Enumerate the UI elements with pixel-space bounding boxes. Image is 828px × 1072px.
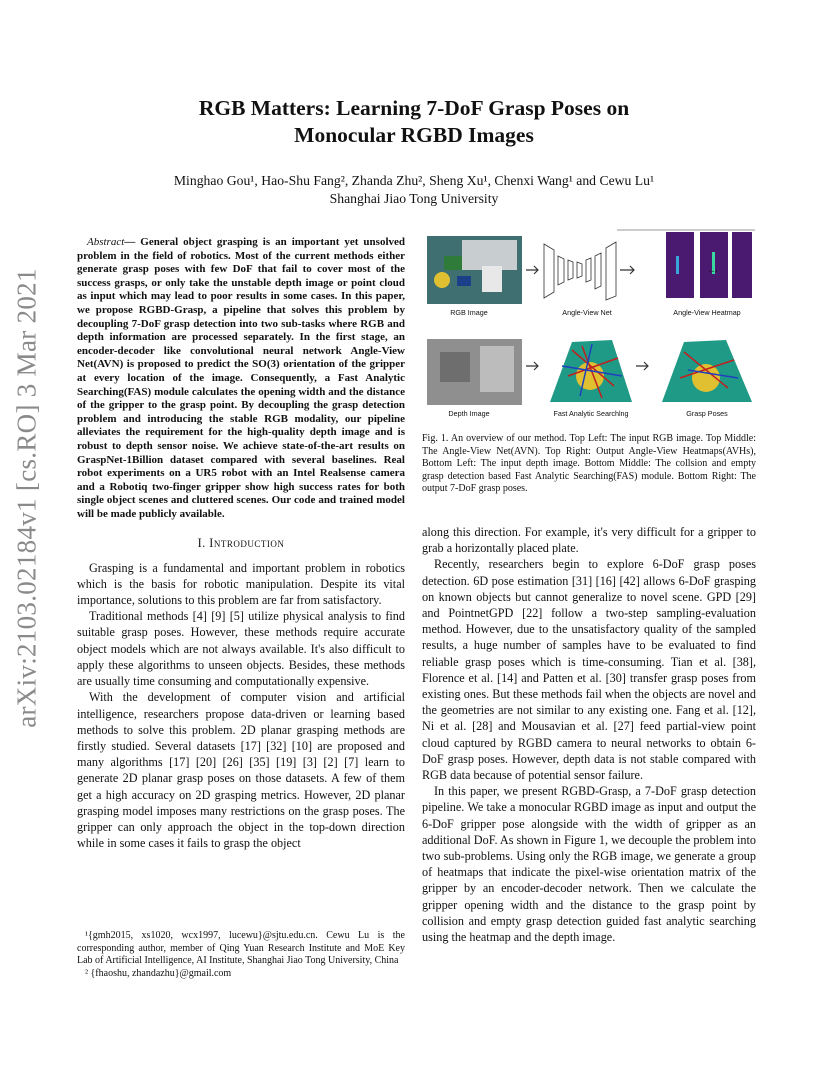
abstract [77,236,405,521]
fas-scene [550,340,632,402]
svg-text:…: … [708,264,718,275]
figure-label-grasp: Grasp Poses [686,409,728,418]
arrow-icon [526,362,538,370]
left-column [77,236,405,851]
affiliation: Shanghai Jiao Tong University [329,191,499,206]
paper-title: RGB Matters: Learning 7-DoF Grasp Poses on Monocular RGBD Images [198,96,630,147]
arrow-icon [636,362,648,370]
abstract-label: Abstract [87,236,125,248]
arrow-icon [620,266,634,274]
figure-label-rgb: RGB Image [450,308,488,317]
right-paragraph-2: Recently, researchers begin to explore 6-DoF grasp poses detection. 6D pose estimation [31] [16] [42] allows 6-DoF grasping on known objects but cannot generalize to novel scene. GPD [29] and PointnetGPD [22] follow a two-step sampling-evaluation method. However, due to the unsatisfactory quality of the sampled results, a huge number of samples have to be evaluated to find reliable grasp poses which is time-consuming. Tian et al. [38], Florence et al. [14] and Patten et al. [30] transfer grasp poses from existing ones. But these methods fail when the objects are novel and the geometries are not similar to any existing one. Fang et al. [12], Ni et al. [28] and Mousavian et al. [27] feed partial-view point cloud captured by RGBD camera to neural networks to obtain 6-DoF grasp poses. However, depth data is not stable compared with RGB data because of potential sensor failure. [422,557,756,783]
grasp-poses-scene [662,340,752,402]
intro-paragraph-2: Traditional methods [4] [9] [5] utilize physical analysis to find suitable grasp poses. However, these methods require accurate object models which are not always available. It's also difficult to apply these algorithms to unseen objects. Besides, these methods are usually time consuming and computationally expensive. [77,609,405,689]
rgb-image-thumbnail [427,236,522,304]
right-paragraph-1: along this direction. For example, it's very difficult for a gripper to grab a horizontally placed plate. [422,525,756,556]
author-block [0,172,828,208]
figure-label-heatmap: Angle-View Heatmap [673,308,741,317]
figure-1-graphic [422,226,756,426]
footnote-2: ² {fhaoshu, zhandazhu}@gmail.com [85,967,232,979]
abstract-text: — General object grasping is an important yet unsolved problem in the field of robotics. Most of the current methods either generate grasp poses with few DoF that fail to cover most of the success grasps, or only take the unstable depth image or point cloud as input which may lead to poor results in some cases. In this paper, we propose RGBD-Grasp, a pipeline that solves this problem by decoupling 7-DoF grasp detection into two sub-tasks where RGB and depth information are processed separately. In the first stage, an encoder-decoder like convolutional neural network Angle-View Net(AVN) is proposed to predict the SO(3) orientation of the gripper at every location of the image. Consequently, a Fast Analytic Searching(FAS) module calculates the opening width and the distance of the gripper to the grasp point. By decoupling the grasp detection problem and introducing the stable RGB modality, our pipeline alleviates the requirement for the high-quality depth image and is robust to depth sensor noise. We achieve state-of-the-art results on GraspNet-1Billion dataset compared with several baselines. Real robot experiments on a UR5 robot with an Intel Realsense camera and a Robotiq two-finger gripper show high success rates for both single object scenes and cluttered scenes. Our code and trained model will be made publicly available. [77,236,405,520]
footnote-1: ¹{gmh2015, xs1020, wcx1997, lucewu}@sjtu.edu.cn. Cewu Lu is the corresponding author, member of Qing Yuan Research Institute and MoE Key Lab of Artificial Intelligence, AI Institute, Shanghai Jiao Tong University, China [77,930,405,966]
footnotes [77,930,405,980]
arrow-icon [526,266,538,274]
figure-label-avn: Angle-View Net [562,308,612,317]
figure-1-caption: Fig. 1. An overview of our method. Top Left: The input RGB image. Top Middle: The Angle-View Net(AVN). Top Right: Output Angle-View Heatmaps(AVHs), Bottom Left: The input depth image. Bottom Middle: The collsion and empty grasp detection based Fast Analytic Searching(FAS) module. Bottom Right: The output 7-DoF grasp poses. [422,433,756,495]
right-column [422,524,756,945]
arxiv-id-text: arXiv:2103.02184v1 [cs.RO] 3 Mar 2021 [11,268,42,728]
arxiv-identifier [6,268,48,728]
depth-image-thumbnail [427,339,522,405]
figure-label-fas: Fast Analytic Searchlng [553,409,629,418]
section-heading-introduction: I. Introduction [197,536,285,551]
intro-paragraph-1: Grasping is a fundamental and important problem in robotics which is the basis for robotic manipulation. Despite its vital importance, solutions to this problem are far from satisfactory. [77,560,405,608]
right-paragraph-3: In this paper, we present RGBD-Grasp, a 7-DoF grasp detection pipeline. We take a monocular RGBD image as input and output the 6-DoF gripper pose alongside with the width of gripper as an additional DoF. As shown in Figure 1, we decouple the problem into two sub-problems. Using only the RGB image, we generate a group of heatmaps that indicate the pixel-wise orientation matrix of the gripper by an encoder-decoder network. Then we calculate the gripper opening width and the distance to the grasp point by collision and empty grasp detection guided fast analytic searching using the heatmap and the depth image. [422,784,756,945]
author-list: Minghao Gou¹, Hao-Shu Fang², Zhanda Zhu², Sheng Xu¹, Chenxi Wang¹ and Cewu Lu¹ [173,173,655,188]
figure-label-depth: Depth Image [448,409,490,418]
figure-1 [422,226,756,426]
network-diagram [544,242,616,300]
heatmap-stack [666,232,752,298]
intro-paragraph-3: With the development of computer vision and artificial intelligence, researchers propose data-driven or learning based methods to solve this problem. 2D planar grasping methods are firstly studied. Several datasets [17] [32] [10] are proposed and many algorithms [17] [20] [26] [35] [19] [3] [2] [7] learn to generate 2D planar grasp poses on those datasets. A few of them get a high accuracy on 2D grasping metrics. However, 2D planar grasping model imposes many restrictions on the grasp poses. The gripper can only approach the object in the top-down direction while in some cases it fails to grasp the object [77,690,405,851]
